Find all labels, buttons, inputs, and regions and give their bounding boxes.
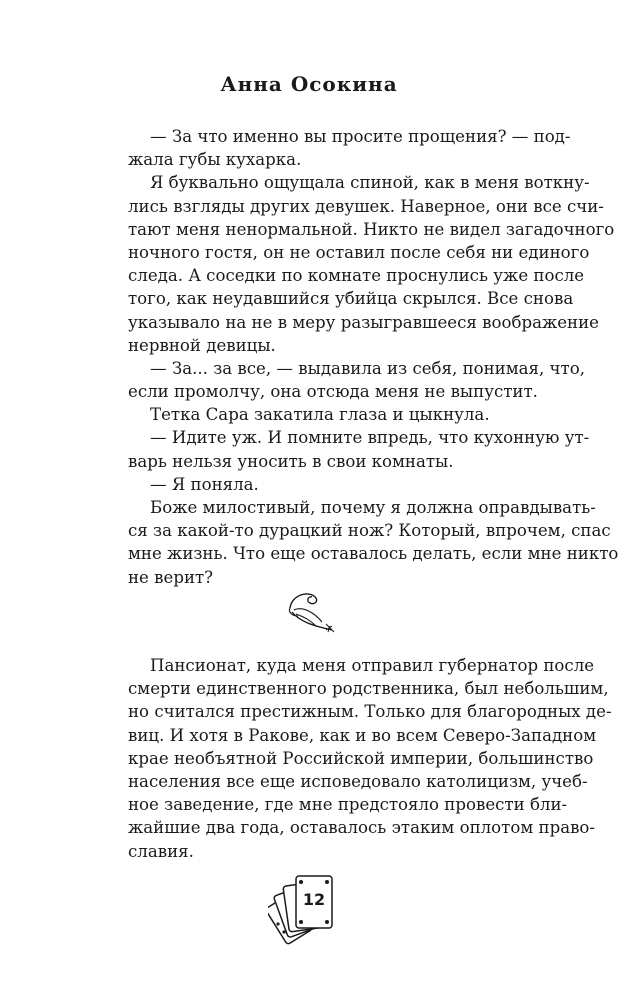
text-line: Боже милостивый, почему я должна оправдывать- [150, 498, 596, 517]
running-header-author: Анна Осокина [220, 72, 398, 96]
text-line: лись взгляды других девушек. Наверное, они все счи- [128, 196, 604, 216]
text-line: Тетка Сара закатила глаза и цыкнула. [150, 405, 490, 425]
text-line: мне жизнь. Что еще оставалось делать, если мне никто [128, 544, 618, 564]
text-line: населения все еще исповедовало католицизм, учеб- [128, 771, 588, 791]
text-line: крае необъятной Российской империи, большинство [128, 748, 594, 768]
text-line: того, как неудавшийся убийца скрылся. Все снова [128, 289, 574, 309]
text-line: Пансионат, куда меня отправил губернатор после [150, 656, 595, 675]
text-line: — За... за все, — выдавила из себя, понимая, что, [150, 358, 585, 378]
page-number: 12 [302, 890, 326, 909]
text-line: Я буквально ощущала спиной, как в меня воткну- [150, 173, 590, 193]
text-line: ное заведение, где мне предстояло провести бли- [128, 795, 568, 815]
text-line: тают меня ненормальной. Никто не видел загадочного [128, 219, 615, 239]
text-line: указывало на не в меру разыгравшееся воображение [128, 312, 599, 332]
text-line: следа. А соседки по комнате проснулись уже после [128, 266, 585, 286]
text-line: славия. [128, 841, 194, 861]
text-line: не верит? [128, 567, 214, 587]
text-line: варь нельзя уносить в свои комнаты. [128, 451, 454, 471]
text-line: — За что именно вы просите прощения? — под- [150, 127, 571, 146]
text-line: но считался престижным. Только для благородных де- [128, 702, 612, 722]
text-line: ночного гостя, он не оставил после себя ни единого [128, 242, 590, 262]
text-line: — Я поняла. [150, 474, 259, 494]
page-number-badge [268, 868, 352, 958]
text-block-narrative [128, 654, 612, 863]
text-block-dialogue [128, 125, 618, 589]
text-line: ся за какой-то дурацкий нож? Который, впрочем, спас [128, 521, 611, 541]
feather-quill-icon [284, 586, 338, 636]
text-line: — Идите уж. И помните впредь, что кухонную ут- [150, 428, 590, 448]
text-line: жала губы кухарка. [128, 150, 302, 170]
text-line: нервной девицы. [128, 335, 276, 355]
text-line: если промолчу, она отсюда меня не выпустит. [128, 382, 538, 402]
text-line: виц. И хотя в Ракове, как и во всем Северо-Западном [128, 725, 597, 745]
playing-cards-icon [268, 868, 352, 958]
text-line: жайшие два года, оставалось этаким оплотом право- [128, 818, 596, 838]
text-line: смерти единственного родственника, был небольшим, [128, 679, 609, 699]
